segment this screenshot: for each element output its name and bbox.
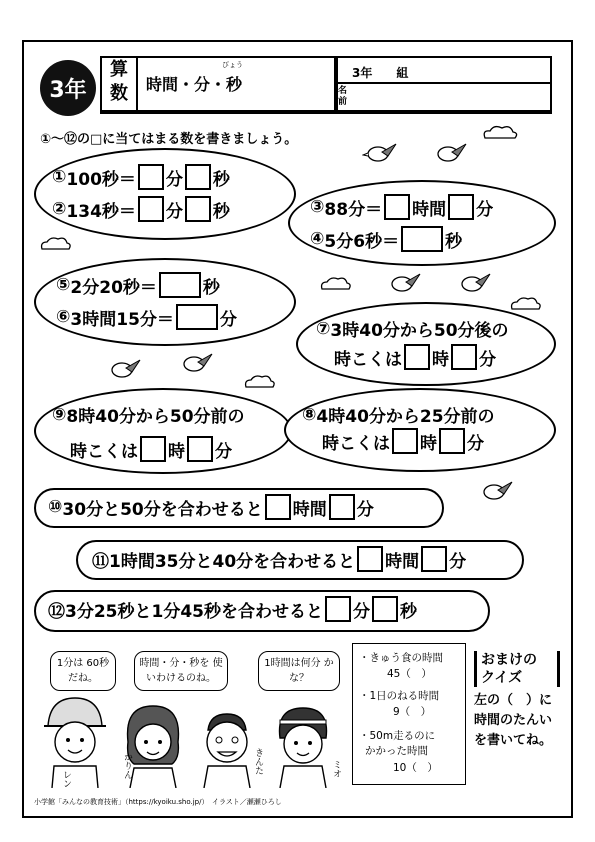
- unit-label: 時: [432, 349, 449, 370]
- info-answer[interactable]: 10（ ）: [393, 762, 438, 774]
- problem-number: ⑥: [56, 307, 71, 327]
- problem-text: 3時間15分＝: [70, 309, 174, 330]
- footer-credit: 小学館「みんなの教育技術」（https://kyoiku.sho.jp/） イラスト／瀬瀬ひろし: [34, 798, 282, 806]
- answer-box[interactable]: [176, 304, 218, 330]
- unit-label: 秒: [212, 201, 230, 222]
- quiz-title-line: おまけの: [481, 652, 537, 668]
- divider: [100, 112, 552, 114]
- character-name: かりん: [122, 752, 132, 779]
- problem-10: [48, 494, 374, 520]
- problem-text: 30分と50分を合わせると: [62, 499, 263, 520]
- unit-label: 秒: [399, 601, 417, 622]
- answer-box[interactable]: [329, 494, 355, 520]
- problem-text: 時こくは: [334, 349, 402, 370]
- cloud-icon: [508, 294, 544, 312]
- character-name: きんた: [253, 748, 263, 775]
- divider: [336, 82, 552, 84]
- problem-9-line1: [52, 402, 245, 427]
- problem-8-line2: [322, 428, 484, 454]
- info-item: ・50m走るのに: [359, 730, 436, 742]
- speech-bubble: 時間・分・秒を 使いわけるのね。: [134, 651, 228, 691]
- info-answer[interactable]: 45（ ）: [387, 668, 432, 680]
- bird-icon: [362, 140, 400, 166]
- answer-box[interactable]: [439, 428, 465, 454]
- unit-label: 秒: [445, 231, 463, 252]
- unit-label: 分: [479, 349, 496, 370]
- divider: [136, 56, 138, 112]
- problem-number: ⑪: [92, 551, 109, 572]
- quiz-text: 左の（ ）に: [474, 693, 553, 708]
- character-name: レン: [61, 770, 71, 788]
- cloud-icon: [242, 372, 278, 390]
- unit-label: 時間: [385, 551, 420, 572]
- problem-6: [56, 304, 237, 330]
- answer-box[interactable]: [451, 344, 477, 370]
- bonus-info-box: [352, 643, 466, 785]
- bird-icon: [386, 270, 424, 296]
- problem-number: ⑦: [316, 318, 331, 339]
- name-field[interactable]: [352, 85, 548, 110]
- answer-box[interactable]: [401, 226, 443, 252]
- answer-box[interactable]: [392, 428, 418, 454]
- problem-3: [310, 194, 493, 220]
- unit-label: 秒: [202, 277, 220, 298]
- problem-11: [92, 546, 466, 572]
- info-item: かかった時間: [365, 745, 428, 757]
- unit-label: 秒: [212, 169, 230, 190]
- bird-icon: [432, 140, 470, 166]
- page-title: 時間・分・秒: [146, 75, 243, 94]
- bird-icon: [178, 350, 216, 376]
- problem-text: 100秒＝: [66, 169, 136, 190]
- name-label: 名前: [338, 86, 348, 107]
- unit-label: 分: [356, 499, 374, 520]
- unit-label: 分: [352, 601, 370, 622]
- cloud-icon: [38, 234, 74, 252]
- speech-bubble: 1分は 60秒だね。: [50, 651, 116, 691]
- instruction: ①〜⑫の□に当てはまる数を書きましょう。: [40, 132, 298, 147]
- quiz-text: 時間のたんい: [474, 713, 553, 728]
- problem-number: ⑧: [302, 404, 317, 425]
- problem-text: 8時40分から50分前の: [66, 407, 245, 427]
- problem-7-line1: [316, 316, 509, 341]
- answer-box[interactable]: [140, 436, 166, 462]
- character-name: ミオ: [331, 760, 341, 778]
- answer-box[interactable]: [372, 596, 398, 622]
- answer-box[interactable]: [265, 494, 291, 520]
- unit-label: 分: [476, 199, 494, 220]
- quiz-title: [474, 651, 560, 687]
- answer-box[interactable]: [185, 196, 211, 222]
- character-ren-icon: [40, 690, 110, 788]
- character-kinta-icon: [194, 706, 260, 788]
- problem-5: [56, 272, 220, 298]
- unit-label: 時: [168, 441, 185, 462]
- problem-number: ⑤: [56, 275, 71, 295]
- problem-1: [52, 164, 230, 190]
- character-mio-icon: [268, 700, 338, 788]
- title-ruby: びょう: [222, 61, 243, 69]
- problem-text: 5分6秒＝: [324, 231, 400, 252]
- bird-icon: [478, 478, 516, 504]
- problem-cloud-1-2: [34, 148, 296, 240]
- unit-label: 分: [165, 169, 183, 190]
- subject-label: 算数: [110, 59, 128, 104]
- answer-box[interactable]: [421, 546, 447, 572]
- quiz-text: を書いてね。: [474, 733, 553, 748]
- problem-text: 3時40分から50分後の: [330, 321, 509, 341]
- unit-label: 分: [219, 309, 237, 330]
- answer-box[interactable]: [325, 596, 351, 622]
- unit-label: 時: [420, 433, 437, 454]
- info-item: ・きゅう食の時間: [359, 652, 443, 664]
- quiz-title-line: クイズ: [481, 670, 523, 686]
- answer-box[interactable]: [138, 196, 164, 222]
- answer-box[interactable]: [187, 436, 213, 462]
- problem-text: 時こくは: [70, 441, 138, 462]
- problem-text: 4時40分から25分前の: [316, 407, 495, 427]
- bonus-quiz: [474, 651, 560, 751]
- answer-box[interactable]: [448, 194, 474, 220]
- problem-4: [310, 226, 462, 252]
- unit-label: 時間: [412, 199, 447, 220]
- answer-box[interactable]: [138, 164, 164, 190]
- problem-number: ③: [310, 197, 325, 217]
- info-answer[interactable]: 9（ ）: [393, 706, 432, 718]
- problem-text: 1時間35分と40分を合わせると: [109, 551, 356, 572]
- answer-box[interactable]: [357, 546, 383, 572]
- problem-text: 134秒＝: [66, 201, 136, 222]
- unit-label: 分: [215, 441, 232, 462]
- answer-box[interactable]: [404, 344, 430, 370]
- problem-12: [48, 596, 417, 622]
- unit-label: 時間: [292, 499, 327, 520]
- bird-icon: [106, 356, 144, 382]
- problem-cloud-3-4: [288, 180, 556, 266]
- speech-bubble: 1時間は何分 かな？: [258, 651, 340, 691]
- problem-text: 時こくは: [322, 433, 390, 454]
- class-label: 3年 組: [352, 66, 409, 80]
- problem-number: ⑫: [48, 601, 65, 622]
- problem-number: ④: [310, 229, 325, 249]
- unit-label: 分: [467, 433, 484, 454]
- problem-number: ②: [52, 199, 67, 219]
- problem-text: 3分25秒と1分45秒を合わせると: [65, 601, 323, 622]
- info-item: ・1日のねる時間: [359, 690, 440, 702]
- problem-text: 2分20秒＝: [70, 277, 157, 298]
- problem-8-line1: [302, 402, 495, 427]
- problem-7-line2: [334, 344, 496, 370]
- cloud-icon: [480, 122, 520, 142]
- problem-number: ①: [52, 167, 67, 187]
- unit-label: 分: [165, 201, 183, 222]
- cloud-icon: [318, 274, 354, 292]
- problem-number: ⑩: [48, 497, 63, 517]
- bird-icon: [456, 270, 494, 296]
- answer-box[interactable]: [185, 164, 211, 190]
- problem-2: [52, 196, 230, 222]
- answer-box[interactable]: [159, 272, 201, 298]
- problem-number: ⑨: [52, 404, 67, 425]
- unit-label: 分: [449, 551, 467, 572]
- answer-box[interactable]: [384, 194, 410, 220]
- grade-badge: 3年: [40, 60, 96, 116]
- problem-9-line2: [70, 436, 232, 462]
- problem-text: 88分＝: [324, 199, 383, 220]
